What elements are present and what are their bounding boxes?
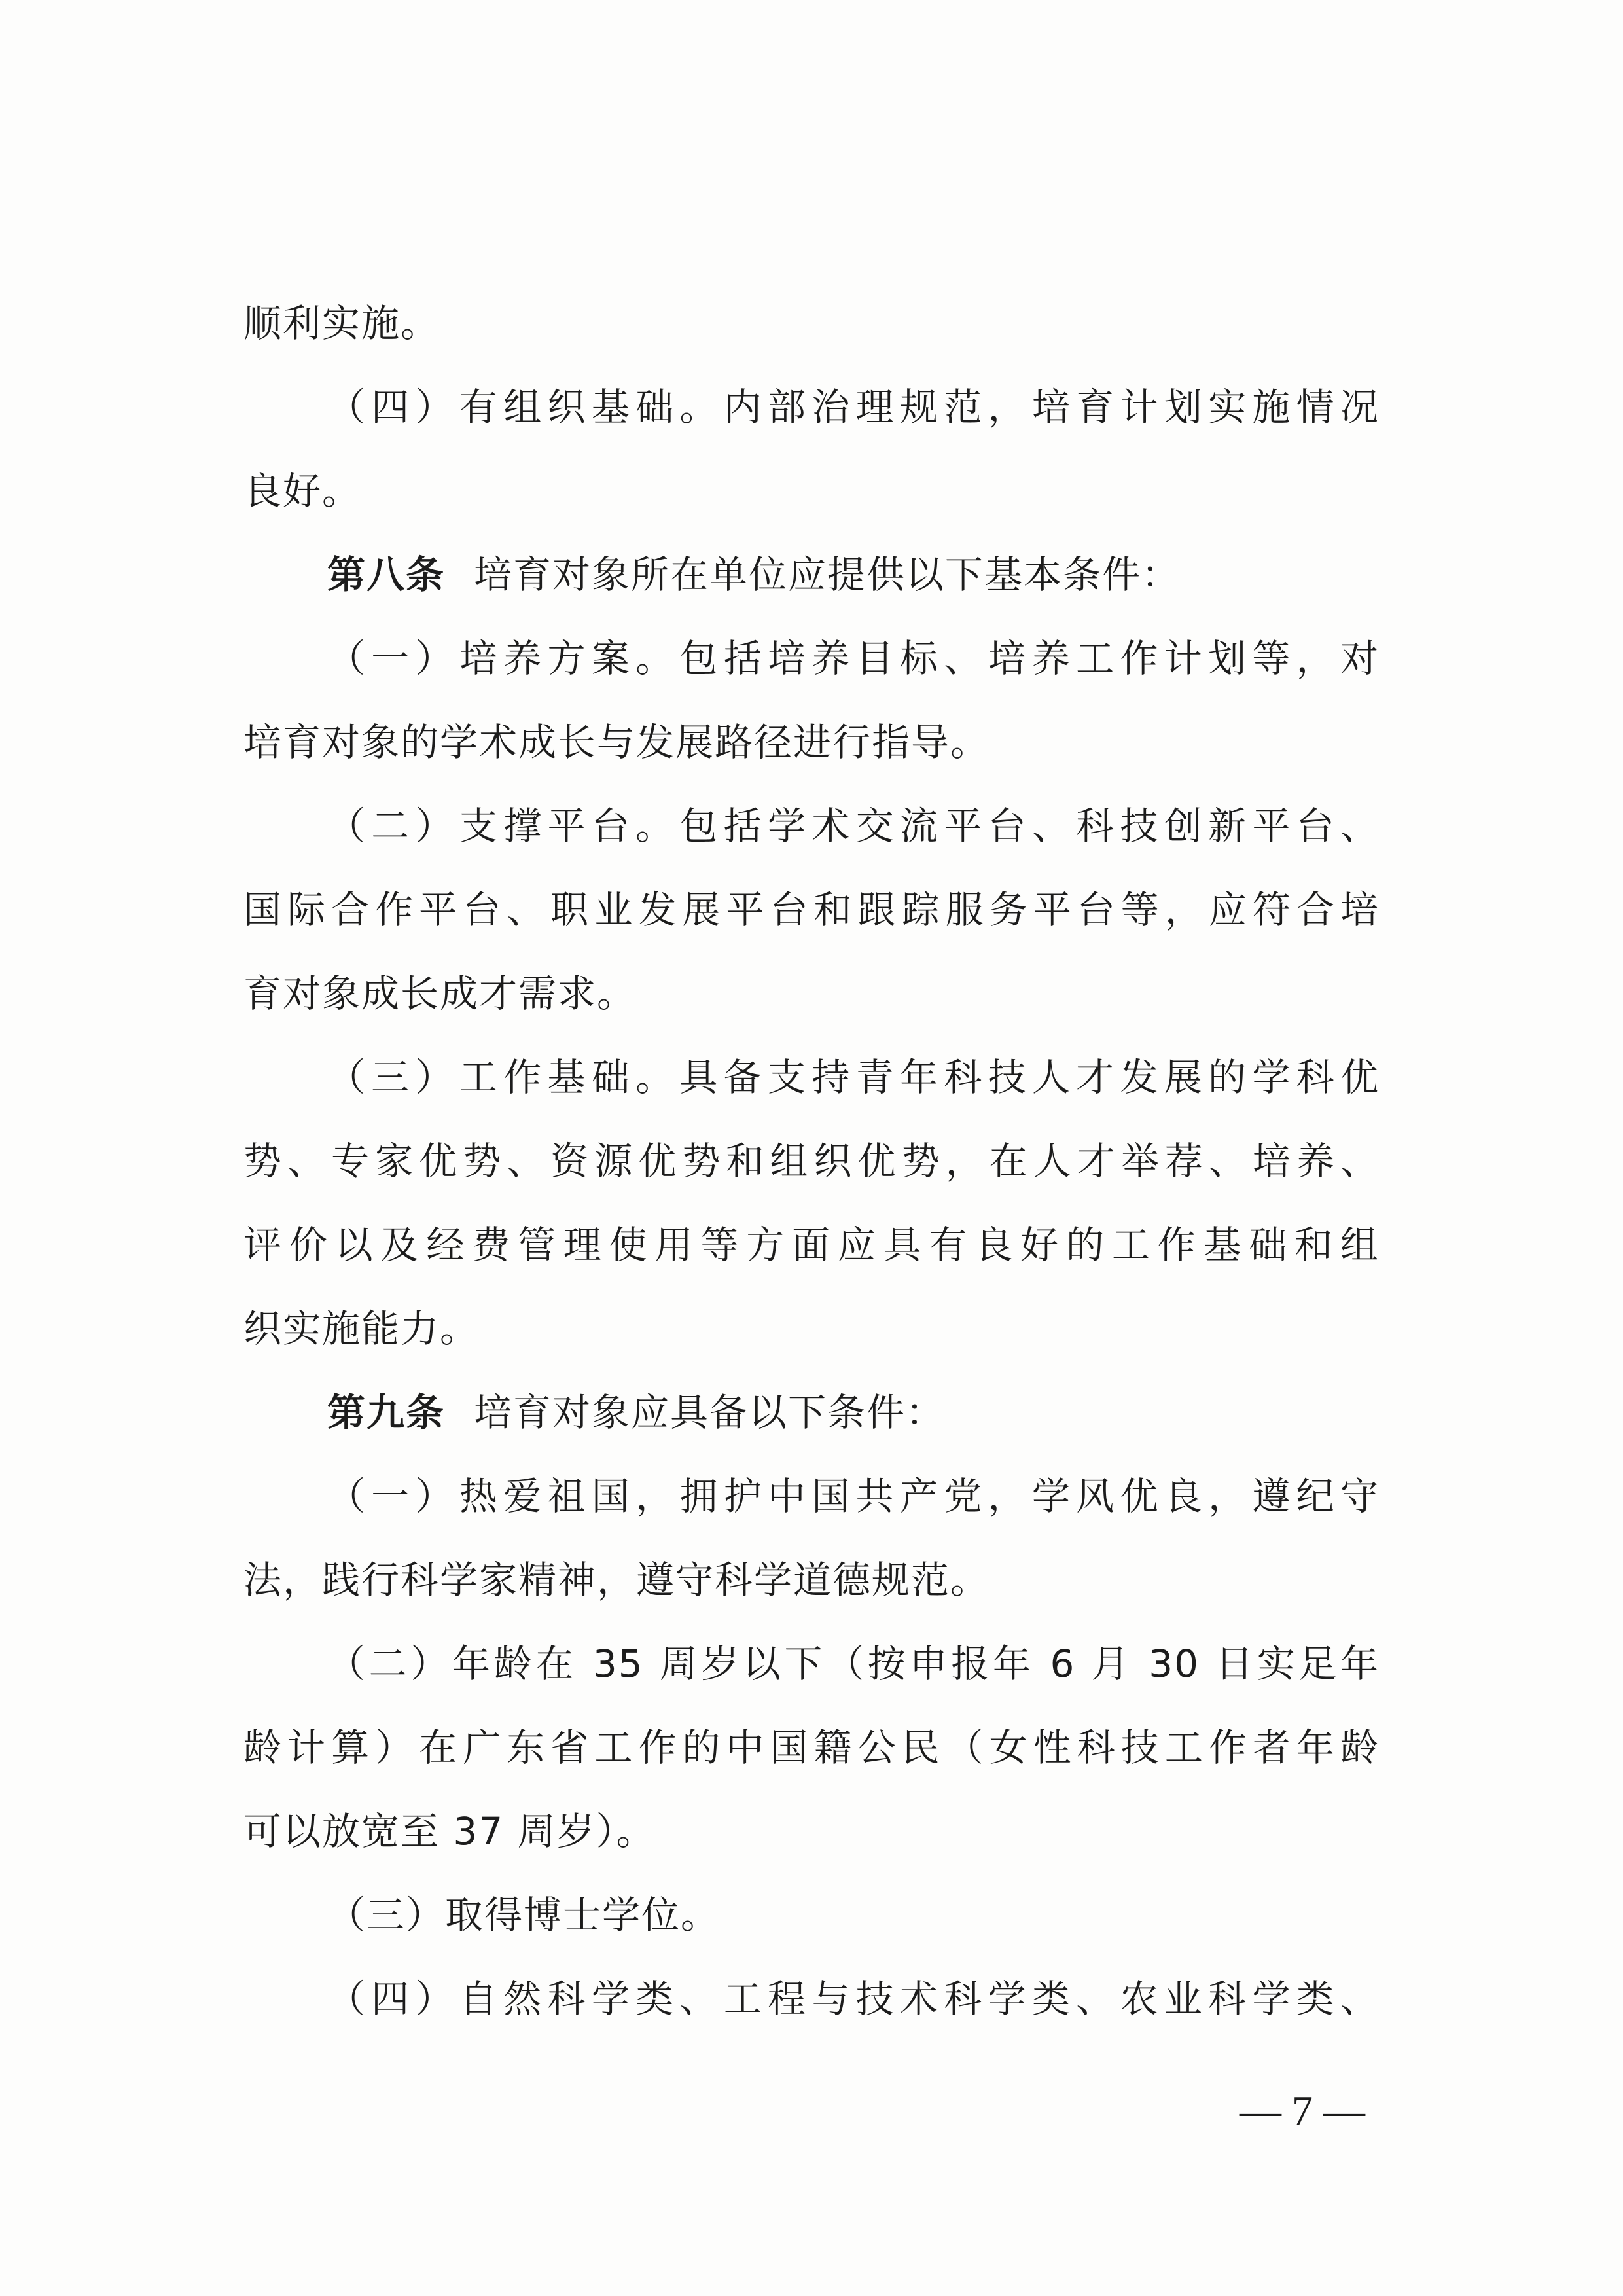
line-text: 培育对象应具备以下条件： (474, 1390, 946, 1435)
line-text: （三）工作基础。具备支持青年科技人才发展的学科优 (327, 1055, 1380, 1100)
text-line (243, 1454, 1380, 1538)
text-line (243, 281, 1380, 365)
line-text: 织实施能力。 (243, 1306, 480, 1351)
text-line (243, 365, 1380, 449)
line-text: 龄计算）在广东省工作的中国籍公民（女性科技工作者年龄 (243, 1725, 1380, 1770)
line-text: （四）自然科学类、工程与技术科学类、农业科学类、 (327, 1977, 1380, 2021)
text-line (243, 1622, 1380, 1706)
line-text: 法，践行科学家精神，遵守科学道德规范。 (243, 1558, 990, 1602)
line-text: （二）年龄在 35 周岁以下（按申报年 6 月 30 日实足年 (327, 1641, 1380, 1686)
line-text: 评价以及经费管理使用等方面应具有良好的工作基础和组 (243, 1223, 1380, 1267)
article-9-line (243, 1371, 1380, 1454)
document-body (243, 281, 1380, 2041)
article-8-heading: 第八条 (327, 552, 446, 597)
text-line (243, 1957, 1380, 2041)
text-line (243, 1203, 1380, 1287)
text-line (243, 1538, 1380, 1622)
text-line (243, 952, 1380, 1035)
line-text: 国际合作平台、职业发展平台和跟踪服务平台等，应符合培 (243, 888, 1380, 932)
line-text: 顺利实施。 (243, 301, 440, 346)
text-line (243, 1873, 1380, 1957)
line-text: （三）取得博士学位。 (327, 1893, 721, 1937)
line-text: （一）培养方案。包括培养目标、培养工作计划等，对 (327, 636, 1380, 681)
text-line (243, 1287, 1380, 1371)
text-line (243, 700, 1380, 784)
text-line (243, 617, 1380, 700)
line-text: 培育对象所在单位应提供以下基本条件： (474, 552, 1181, 597)
text-line (243, 1035, 1380, 1119)
line-text: （一）热爱祖国，拥护中国共产党，学风优良，遵纪守 (327, 1474, 1380, 1518)
line-text: 培育对象的学术成长与发展路径进行指导。 (243, 720, 990, 764)
article-9-heading: 第九条 (327, 1390, 446, 1435)
line-text: （二）支撑平台。包括学术交流平台、科技创新平台、 (327, 804, 1380, 848)
text-line (243, 1119, 1380, 1203)
line-text: 可以放宽至 37 周岁）。 (243, 1809, 656, 1854)
text-line (243, 1706, 1380, 1789)
line-text: 良好。 (243, 469, 362, 513)
line-text: 育对象成长成才需求。 (243, 971, 637, 1016)
text-line (243, 868, 1380, 952)
page-number: — 7 — (1240, 2087, 1365, 2134)
text-line (243, 1789, 1380, 1873)
line-text: 势、专家优势、资源优势和组织优势，在人才举荐、培养、 (243, 1139, 1380, 1183)
text-line (243, 784, 1380, 868)
text-line (243, 449, 1380, 533)
article-8-line (243, 533, 1380, 617)
line-text: （四）有组织基础。内部治理规范，培育计划实施情况 (327, 385, 1380, 429)
